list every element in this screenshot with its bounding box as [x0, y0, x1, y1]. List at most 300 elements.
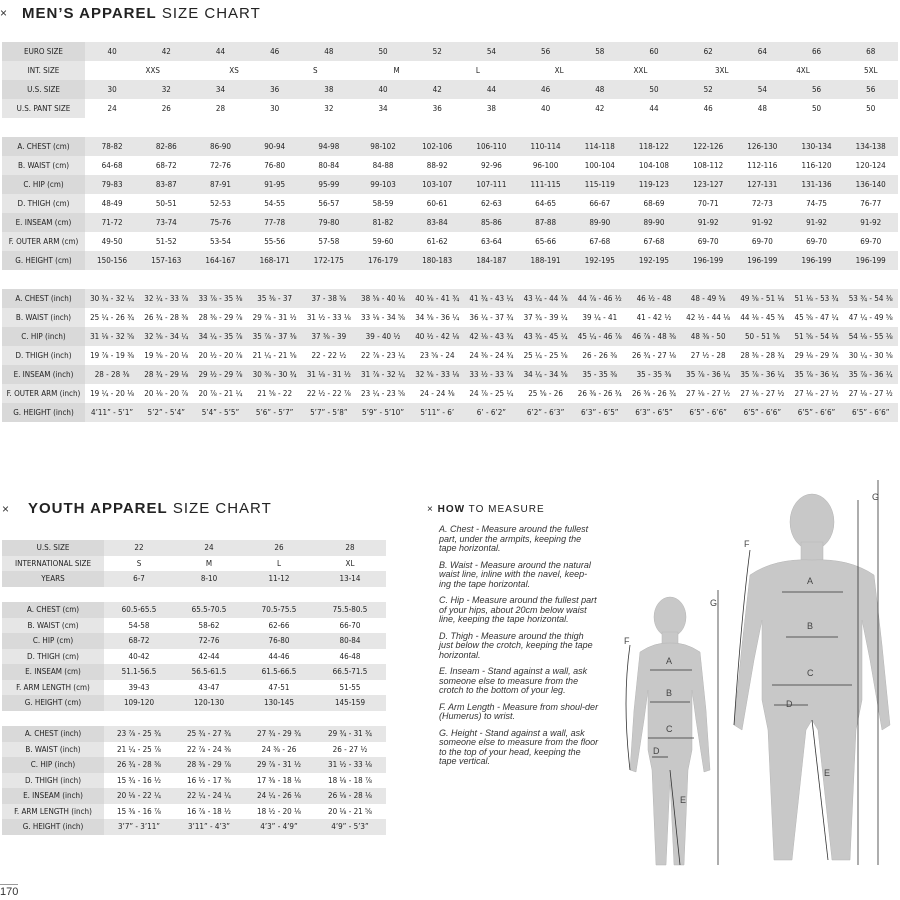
- table-cell: 122-126: [681, 137, 735, 156]
- table-cell: 28 ⅜ - 29 ⅞: [193, 308, 247, 327]
- table-cell: L: [437, 61, 518, 80]
- table-cell: 69-70: [844, 232, 898, 251]
- table-cell: 78-82: [85, 137, 139, 156]
- how-to-measure-item: A. Chest - Measure around the fullest part, under the armpits, keeping the tape horizontal.: [439, 524, 589, 553]
- table-cell: 72-76: [193, 156, 247, 175]
- table-cell: XS: [193, 61, 274, 80]
- table-cell: 50: [844, 99, 898, 118]
- table-cell: 42: [573, 99, 627, 118]
- table-cell: 43-47: [174, 680, 244, 696]
- table-cell: 46: [519, 80, 573, 99]
- table-cell: 49-50: [85, 232, 139, 251]
- table-cell: 22: [104, 540, 174, 556]
- table-cell: 79-80: [302, 213, 356, 232]
- table-cell: 40-42: [104, 649, 174, 665]
- table-cell: 50 - 51 ⅝: [735, 327, 789, 346]
- table-cell: 40: [85, 42, 139, 61]
- table-cell: 145-159: [314, 695, 386, 711]
- table-cell: 31 ⅛ - 32 ⅝: [85, 327, 139, 346]
- table-spacer-cell: [2, 118, 898, 137]
- table-cell: 33 ⅞ - 35 ⅜: [193, 289, 247, 308]
- table-cell: 116-120: [789, 156, 843, 175]
- table-cell: 64: [735, 42, 789, 61]
- table-cell: 111-115: [519, 175, 573, 194]
- table-cell: 75-76: [193, 213, 247, 232]
- table-cell: 102-106: [410, 137, 464, 156]
- table-cell: 25 ¼ - 25 ⅝: [519, 346, 573, 365]
- table-cell: 48 ⅜ - 50: [681, 327, 735, 346]
- men-chart-title: MEN’S APPAREL SIZE CHART: [22, 5, 261, 22]
- table-cell: 28 ⅜ - 28 ¾: [735, 346, 789, 365]
- table-cell: 4’3” - 4’9”: [244, 819, 314, 835]
- table-cell: 61-62: [410, 232, 464, 251]
- table-cell: XL: [314, 556, 386, 572]
- table-cell: 54-58: [104, 618, 174, 634]
- table-cell: 48 - 49 ⅝: [681, 289, 735, 308]
- table-spacer: [2, 711, 386, 727]
- table-cell: 36: [248, 80, 302, 99]
- table-cell: 31 ⅛ - 31 ½: [302, 365, 356, 384]
- table-cell: 62: [681, 42, 735, 61]
- how-to-measure-item: B. Waist - Measure around the natural waist line, inline with the navel, keep-ing the tape horizontal.: [439, 559, 591, 589]
- table-cell: 31 ½ - 33 ⅛: [302, 308, 356, 327]
- table-cell: 80-84: [302, 156, 356, 175]
- table-cell: 23 ⅝ - 24: [410, 346, 464, 365]
- table-cell: 65-66: [519, 232, 573, 251]
- table-cell: 20 ⅛ - 22 ¼: [104, 788, 174, 804]
- table-cell: 27 ½ - 28: [681, 346, 735, 365]
- table-spacer-cell: [2, 270, 898, 289]
- figure-label-a-youth: A: [666, 656, 673, 666]
- table-row: [2, 556, 386, 572]
- row-label: G. HEIGHT (inch): [2, 403, 85, 422]
- row-label: U.S. SIZE: [2, 540, 104, 556]
- table-cell: 83-87: [139, 175, 193, 194]
- table-cell: 196-199: [681, 251, 735, 270]
- table-cell: 5’11” - 6’: [410, 403, 464, 422]
- table-cell: 19 ¼ - 20 ⅛: [85, 384, 139, 403]
- table-row: [2, 602, 386, 618]
- table-cell: 26 - 27 ½: [314, 742, 386, 758]
- table-cell: 176-179: [356, 251, 410, 270]
- table-cell: 60: [627, 42, 681, 61]
- table-cell: 82-86: [139, 137, 193, 156]
- table-cell: 43 ¼ - 44 ⅞: [519, 289, 573, 308]
- table-cell: 26: [244, 540, 314, 556]
- table-cell: 15 ¾ - 16 ½: [104, 773, 174, 789]
- table-cell: 68-72: [104, 633, 174, 649]
- table-cell: 22 ⅞ - 24 ⅜: [174, 742, 244, 758]
- table-row: [2, 308, 898, 327]
- table-cell: 108-112: [681, 156, 735, 175]
- table-cell: 34 ⅝ - 36 ¼: [410, 308, 464, 327]
- table-cell: 56: [519, 42, 573, 61]
- table-cell: 5’4” - 5’5”: [193, 403, 247, 422]
- table-cell: 39-43: [104, 680, 174, 696]
- table-cell: 114-118: [573, 137, 627, 156]
- table-cell: 106-110: [464, 137, 518, 156]
- table-cell: 119-123: [627, 175, 681, 194]
- table-row: [2, 289, 898, 308]
- table-cell: 30: [85, 80, 139, 99]
- table-cell: 70-71: [681, 194, 735, 213]
- table-cell: 18 ⅛ - 18 ⅞: [314, 773, 386, 789]
- table-cell: 91-92: [681, 213, 735, 232]
- row-label: D. THIGH (cm): [2, 194, 85, 213]
- table-cell: 54-55: [248, 194, 302, 213]
- how-to-measure-list: [439, 525, 599, 774]
- table-cell: 35 - 35 ⅜: [627, 365, 681, 384]
- table-cell: 61.5-66.5: [244, 664, 314, 680]
- table-row: [2, 540, 386, 556]
- table-cell: L: [244, 556, 314, 572]
- table-cell: 41 ¾ - 43 ¼: [464, 289, 518, 308]
- table-cell: XXL: [600, 61, 681, 80]
- table-cell: 66-70: [314, 618, 386, 634]
- table-cell: 5’2” - 5’4”: [139, 403, 193, 422]
- table-cell: 22 ⅞ - 23 ¼: [356, 346, 410, 365]
- table-cell: 29 ¾ - 31 ¾: [314, 726, 386, 742]
- table-cell: 60-61: [410, 194, 464, 213]
- table-cell: 4’11” - 5’1”: [85, 403, 139, 422]
- row-label: F. ARM LENGTH (inch): [2, 804, 104, 820]
- table-cell: 172-175: [302, 251, 356, 270]
- close-icon: ×: [427, 504, 434, 515]
- table-cell: 58-62: [174, 618, 244, 634]
- table-cell: [85, 61, 112, 80]
- table-cell: 21 ¼ - 25 ⅞: [104, 742, 174, 758]
- table-cell: 48: [573, 80, 627, 99]
- table-cell: 79-83: [85, 175, 139, 194]
- table-cell: 44-46: [244, 649, 314, 665]
- table-cell: 6’5” - 6’6”: [681, 403, 735, 422]
- table-cell: 53 ¾ - 54 ⅜: [844, 289, 898, 308]
- table-row: [2, 175, 898, 194]
- table-cell: 73-74: [139, 213, 193, 232]
- table-cell: 76-80: [248, 156, 302, 175]
- table-cell: 35 - 35 ⅜: [573, 365, 627, 384]
- table-spacer-cell: [2, 711, 386, 727]
- table-cell: 18 ½ - 20 ⅛: [244, 804, 314, 820]
- row-label: C. HIP (inch): [2, 757, 104, 773]
- table-cell: 62-63: [464, 194, 518, 213]
- table-cell: 88-92: [410, 156, 464, 175]
- table-cell: 45 ⅝ - 47 ¼: [789, 308, 843, 327]
- table-cell: 30 ¾ - 32 ¼: [85, 289, 139, 308]
- table-cell: 41 - 42 ½: [627, 308, 681, 327]
- table-cell: 13-14: [314, 571, 386, 587]
- table-cell: 28: [314, 540, 386, 556]
- table-cell: 45 ¼ - 46 ⅞: [573, 327, 627, 346]
- table-row: [2, 232, 898, 251]
- table-row: [2, 742, 386, 758]
- table-cell: M: [174, 556, 244, 572]
- table-cell: 20 ⅛ - 20 ⅞: [139, 384, 193, 403]
- table-cell: 30 ¼ - 30 ⅝: [844, 346, 898, 365]
- table-cell: 123-127: [681, 175, 735, 194]
- table-cell: 53-54: [193, 232, 247, 251]
- figure-label-a-adult: A: [807, 576, 814, 586]
- table-spacer: [2, 587, 386, 603]
- table-cell: 51 ⅝ - 54 ⅛: [789, 327, 843, 346]
- table-cell: 32 ⅝ - 34 ¼: [139, 327, 193, 346]
- row-label: E. INSEAM (cm): [2, 213, 85, 232]
- table-cell: 94-98: [302, 137, 356, 156]
- table-cell: 15 ⅜ - 16 ⅞: [104, 804, 174, 820]
- table-cell: 68-69: [627, 194, 681, 213]
- table-cell: 192-195: [627, 251, 681, 270]
- figure-label-d-youth: D: [653, 746, 660, 756]
- table-cell: 35 ⅜ - 37: [248, 289, 302, 308]
- table-row: [2, 680, 386, 696]
- table-cell: 60.5-65.5: [104, 602, 174, 618]
- table-cell: 58-59: [356, 194, 410, 213]
- table-cell: 23 ⅞ - 25 ¾: [104, 726, 174, 742]
- table-cell: 66.5-71.5: [314, 664, 386, 680]
- row-label: B. WAIST (cm): [2, 156, 85, 175]
- youth-chart-title: YOUTH APPAREL SIZE CHART: [28, 500, 272, 517]
- figure-label-e-adult: E: [824, 768, 831, 778]
- table-cell: 80-84: [314, 633, 386, 649]
- table-cell: 87-91: [193, 175, 247, 194]
- table-cell: 35 ⅞ - 36 ¼: [735, 365, 789, 384]
- table-cell: 49 ⅝ - 51 ⅛: [735, 289, 789, 308]
- table-cell: 21 ¼ - 21 ⅝: [248, 346, 302, 365]
- table-cell: 36 ¼ - 37 ¾: [464, 308, 518, 327]
- row-label: INTERNATIONAL SIZE: [2, 556, 104, 572]
- table-cell: 6’5” - 6’6”: [789, 403, 843, 422]
- table-cell: 3’11” - 4’3”: [174, 819, 244, 835]
- table-cell: 24 ⅜ - 26: [244, 742, 314, 758]
- table-row: [2, 80, 898, 99]
- table-cell: 48: [735, 99, 789, 118]
- figure-label-f-adult: F: [744, 539, 750, 549]
- table-cell: 118-122: [627, 137, 681, 156]
- men-size-table: [2, 42, 898, 422]
- table-cell: 63-64: [464, 232, 518, 251]
- table-cell: 30 ⅜ - 30 ¾: [248, 365, 302, 384]
- table-cell: M: [356, 61, 437, 80]
- row-label: D. THIGH (cm): [2, 649, 104, 665]
- table-cell: 28 ¾ - 29 ⅛: [139, 365, 193, 384]
- table-row: [2, 649, 386, 665]
- table-cell: 50: [789, 99, 843, 118]
- table-cell: 3XL: [681, 61, 762, 80]
- table-row: [2, 788, 386, 804]
- table-cell: 58: [573, 42, 627, 61]
- table-cell: 38: [464, 99, 518, 118]
- table-cell: 42: [410, 80, 464, 99]
- table-cell: 33 ⅛ - 34 ⅝: [356, 308, 410, 327]
- table-row: [2, 365, 898, 384]
- row-label: F. OUTER ARM (cm): [2, 232, 85, 251]
- table-cell: 70.5-75.5: [244, 602, 314, 618]
- table-cell: 32 ⅝ - 33 ⅛: [410, 365, 464, 384]
- table-cell: 28 - 28 ⅜: [85, 365, 139, 384]
- table-cell: 48-49: [85, 194, 139, 213]
- table-cell: 24: [85, 99, 139, 118]
- table-cell: 150-156: [85, 251, 139, 270]
- table-cell: 34 ¼ - 35 ⅞: [193, 327, 247, 346]
- figure-label-b-adult: B: [807, 621, 814, 631]
- table-cell: 69-70: [789, 232, 843, 251]
- table-cell: 56-57: [302, 194, 356, 213]
- table-row: [2, 156, 898, 175]
- table-cell: 54: [735, 80, 789, 99]
- table-cell: 98-102: [356, 137, 410, 156]
- table-cell: 44 ⅛ - 45 ⅝: [735, 308, 789, 327]
- figure-label-b-youth: B: [666, 688, 673, 698]
- table-cell: 42 ⅛ - 43 ¾: [464, 327, 518, 346]
- table-cell: 26 ¾ - 27 ⅛: [627, 346, 681, 365]
- table-cell: 32 ¼ - 33 ⅞: [139, 289, 193, 308]
- table-cell: 26 ⅜ - 26 ¾: [627, 384, 681, 403]
- table-cell: 67-68: [627, 232, 681, 251]
- table-row: [2, 819, 386, 835]
- table-cell: 180-183: [410, 251, 464, 270]
- table-row: [2, 99, 898, 118]
- table-row: [2, 251, 898, 270]
- table-row: [2, 137, 898, 156]
- table-cell: 44: [193, 42, 247, 61]
- table-cell: 20 ⅛ - 21 ⅝: [314, 804, 386, 820]
- row-label: A. CHEST (inch): [2, 289, 85, 308]
- table-cell: 47 ¼ - 49 ⅝: [844, 308, 898, 327]
- table-cell: 130-134: [789, 137, 843, 156]
- table-cell: 50: [356, 42, 410, 61]
- figure-label-g-youth: G: [710, 598, 718, 608]
- table-cell: 55-56: [248, 232, 302, 251]
- row-label: B. WAIST (inch): [2, 742, 104, 758]
- table-cell: 54: [464, 42, 518, 61]
- figure-label-c-youth: C: [666, 724, 673, 734]
- row-label: YEARS: [2, 571, 104, 587]
- table-row: [2, 346, 898, 365]
- row-label: A. CHEST (cm): [2, 137, 85, 156]
- table-cell: 39 ¼ - 41: [573, 308, 627, 327]
- table-cell: 115-119: [573, 175, 627, 194]
- table-cell: 67-68: [573, 232, 627, 251]
- table-cell: 107-111: [464, 175, 518, 194]
- table-cell: 40 ½ - 42 ⅛: [410, 327, 464, 346]
- table-cell: 54 ⅛ - 55 ⅛: [844, 327, 898, 346]
- table-cell: 5’7” - 5’8”: [302, 403, 356, 422]
- table-cell: 3’7” - 3’11”: [104, 819, 174, 835]
- table-cell: 50-51: [139, 194, 193, 213]
- table-cell: 19 ⅞ - 19 ⅜: [85, 346, 139, 365]
- figure-label-e-youth: E: [680, 795, 687, 805]
- table-cell: 16 ⅞ - 18 ½: [174, 804, 244, 820]
- table-cell: S: [275, 61, 356, 80]
- table-cell: 120-124: [844, 156, 898, 175]
- table-cell: 56: [789, 80, 843, 99]
- table-cell: 46: [681, 99, 735, 118]
- table-cell: XL: [519, 61, 600, 80]
- table-cell: 26 - 26 ⅜: [573, 346, 627, 365]
- table-cell: 130-145: [244, 695, 314, 711]
- table-cell: 4’9” - 5’3”: [314, 819, 386, 835]
- table-cell: 89-90: [573, 213, 627, 232]
- table-cell: 11-12: [244, 571, 314, 587]
- table-cell: 42: [139, 42, 193, 61]
- table-cell: 77-78: [248, 213, 302, 232]
- table-cell: 134-138: [844, 137, 898, 156]
- table-cell: 90-94: [248, 137, 302, 156]
- table-cell: 99-103: [356, 175, 410, 194]
- table-cell: 64-68: [85, 156, 139, 175]
- table-cell: 25 ⅝ - 26: [519, 384, 573, 403]
- table-cell: 36: [410, 99, 464, 118]
- table-cell: 6’3” - 6’5”: [573, 403, 627, 422]
- table-cell: 24 ⅞ - 25 ¼: [464, 384, 518, 403]
- table-row: [2, 61, 898, 80]
- table-spacer-cell: [2, 587, 386, 603]
- table-cell: 28 ⅜ - 29 ⅞: [174, 757, 244, 773]
- table-cell: 40: [356, 80, 410, 99]
- table-cell: 4XL: [762, 61, 843, 80]
- table-cell: 28: [193, 99, 247, 118]
- table-cell: 20 ⅞ - 21 ¼: [193, 384, 247, 403]
- table-cell: 126-130: [735, 137, 789, 156]
- table-cell: 35 ⅞ - 36 ¼: [844, 365, 898, 384]
- table-cell: 104-108: [627, 156, 681, 175]
- table-cell: 32: [139, 80, 193, 99]
- table-row: [2, 42, 898, 61]
- table-cell: 96-100: [519, 156, 573, 175]
- table-cell: 91-92: [735, 213, 789, 232]
- table-cell: 26 ¾ - 28 ⅜: [104, 757, 174, 773]
- table-cell: 27 ⅛ - 27 ½: [681, 384, 735, 403]
- table-spacer: [2, 118, 898, 137]
- table-cell: 33 ½ - 33 ⅞: [464, 365, 518, 384]
- table-row: [2, 618, 386, 634]
- table-cell: 17 ⅜ - 18 ⅛: [244, 773, 314, 789]
- table-cell: 5XL: [844, 61, 898, 80]
- table-row: [2, 194, 898, 213]
- table-cell: 27 ⅛ - 27 ½: [735, 384, 789, 403]
- how-to-measure-item: E. Inseam - Stand against a wall, ask someone else to measure from the crotch to the bottom of your leg.: [439, 666, 588, 695]
- table-cell: 38: [302, 80, 356, 99]
- table-cell: 22 ½ - 22 ⅞: [302, 384, 356, 403]
- table-cell: 89-90: [627, 213, 681, 232]
- table-cell: 47-51: [244, 680, 314, 696]
- table-cell: 27 ⅛ - 27 ½: [844, 384, 898, 403]
- how-to-measure-item: C. Hip - Measure around the fullest part of your hips, about 20cm below waist line, keeping the tape horizontal.: [439, 595, 597, 624]
- table-cell: 51-55: [314, 680, 386, 696]
- table-cell: 196-199: [844, 251, 898, 270]
- table-cell: 44: [464, 80, 518, 99]
- table-cell: 157-163: [139, 251, 193, 270]
- row-label: E. INSEAM (cm): [2, 664, 104, 680]
- table-cell: 21 ⅝ - 22: [248, 384, 302, 403]
- table-cell: 32: [302, 99, 356, 118]
- table-cell: 29 ⅞ - 31 ½: [248, 308, 302, 327]
- table-cell: 46 ⅞ - 48 ⅜: [627, 327, 681, 346]
- row-label: E. INSEAM (inch): [2, 365, 85, 384]
- table-row: [2, 757, 386, 773]
- table-cell: 52: [410, 42, 464, 61]
- table-cell: 188-191: [519, 251, 573, 270]
- row-label: G. HEIGHT (cm): [2, 251, 85, 270]
- table-cell: 87-88: [519, 213, 573, 232]
- figure-label-g-adult: G: [872, 492, 880, 502]
- table-cell: S: [104, 556, 174, 572]
- table-cell: 6’5” - 6’6”: [844, 403, 898, 422]
- table-cell: 6’3” - 6’5”: [627, 403, 681, 422]
- table-cell: 50: [627, 80, 681, 99]
- table-cell: 112-116: [735, 156, 789, 175]
- table-cell: 51-52: [139, 232, 193, 251]
